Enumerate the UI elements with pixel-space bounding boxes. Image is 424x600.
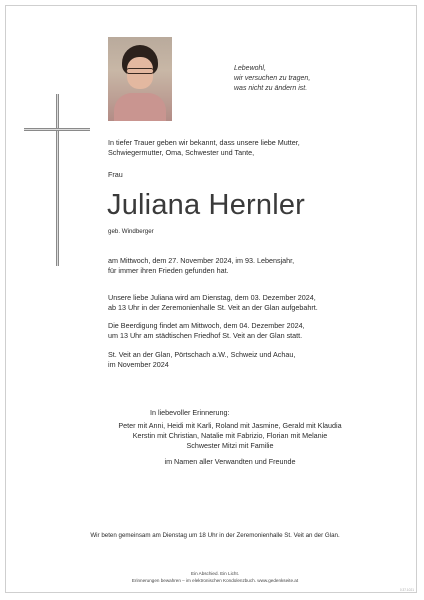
birth-name: geb. Windberger xyxy=(108,228,154,235)
death-info-line: am Mittwoch, dem 27. November 2024, im 93. Lebensjahr, xyxy=(108,256,295,265)
viewing-line: Unsere liebe Juliana wird am Dienstag, dem 03. Dezember 2024, xyxy=(108,293,316,302)
family-line: Schwester Mitzi mit Familie xyxy=(186,441,274,450)
burial-line: um 13 Uhr am städtischen Friedhof St. Veit an der Glan statt. xyxy=(108,331,303,340)
relatives-line: im Namen aller Verwandten und Freunde xyxy=(164,457,296,466)
footer-line: Erinnerungen bewahren – im elektronischen Kondolenzbuch. www.gedenkseite.at xyxy=(131,578,299,583)
viewing-line: ab 13 Uhr in der Zeremonienhalle St. Veit an der Glan aufgebahrt. xyxy=(108,303,318,312)
cross-horizontal-beam xyxy=(24,128,90,131)
cross-vertical-beam xyxy=(56,94,59,266)
death-info-line: für immer ihren Frieden gefunden hat. xyxy=(108,266,229,275)
family-line: Kerstin mit Christian, Natalie mit Fabrizio, Florian mit Melanie xyxy=(132,431,328,440)
portrait-photo xyxy=(108,37,172,121)
quote-line: wir versuchen zu tragen, xyxy=(234,75,311,82)
salutation: Frau xyxy=(108,170,123,179)
deceased-name: Juliana Hernler xyxy=(107,189,306,221)
quote-line: was nicht zu ändern ist. xyxy=(234,85,308,92)
burial-line: Die Beerdigung findet am Mittwoch, dem 04. Dezember 2024, xyxy=(108,321,305,330)
footer-line: Ein Abschied. Ein Licht. xyxy=(190,571,239,576)
reference-number: 0.37.1021 xyxy=(399,588,414,592)
place-date-line: im November 2024 xyxy=(108,360,169,369)
intro-line: In tiefer Trauer geben wir bekannt, dass unsere liebe Mutter, xyxy=(108,138,300,147)
prayer-note: Wir beten gemeinsam am Dienstag um 18 Uhr in der Zeremonienhalle St. Veit an der Glan. xyxy=(90,532,340,539)
memory-heading: In liebevoller Erinnerung: xyxy=(150,408,230,417)
quote-line: Lebewohl, xyxy=(234,65,266,72)
family-line: Peter mit Anni, Heidi mit Karli, Roland mit Jasmine, Gerald mit Klaudia xyxy=(118,421,342,430)
farewell-quote xyxy=(234,64,310,94)
intro-line: Schwiegermutter, Oma, Schwester und Tante, xyxy=(108,148,255,157)
place-date-line: St. Veit an der Glan, Pörtschach a.W., Schweiz und Achau, xyxy=(108,350,296,359)
